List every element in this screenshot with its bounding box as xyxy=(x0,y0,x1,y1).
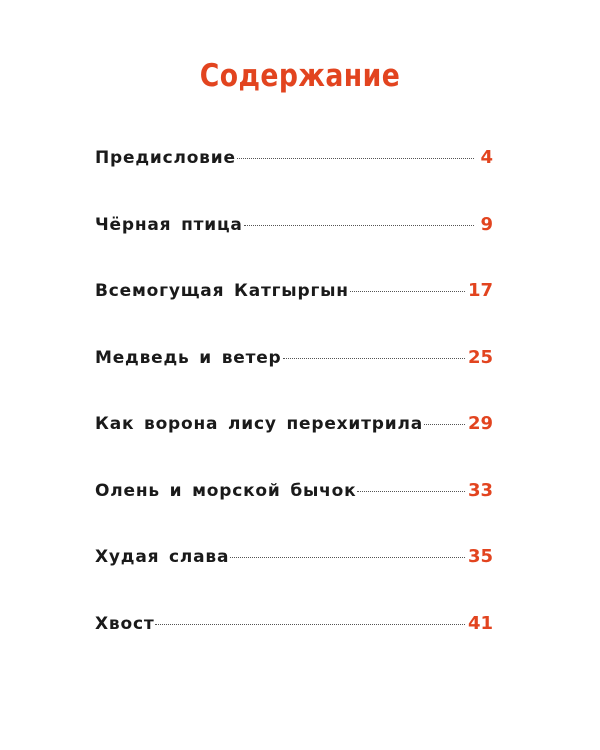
toc-entry-title: Предисловие xyxy=(95,148,236,168)
toc-entry[interactable] xyxy=(95,606,493,673)
toc-page-number: 25 xyxy=(467,346,493,368)
page-title: Содержание xyxy=(199,58,401,94)
toc-page-number: 41 xyxy=(467,612,493,634)
toc-entry-title: Худая слава xyxy=(95,547,230,567)
toc-page-number: 4 xyxy=(480,147,493,168)
dot-leader xyxy=(237,158,474,159)
toc-page-number: 29 xyxy=(467,413,493,434)
dot-leader xyxy=(244,225,474,226)
toc-page-number: 9 xyxy=(480,213,493,235)
toc-entry-title: Хвост xyxy=(95,613,155,634)
toc-entry-title: Всемогущая Катгыргын xyxy=(95,281,349,301)
toc-entry[interactable] xyxy=(95,207,493,274)
toc-entry[interactable] xyxy=(95,140,493,207)
toc-entry[interactable] xyxy=(95,539,493,606)
dot-leader xyxy=(350,291,465,292)
toc-entry[interactable] xyxy=(95,273,493,340)
toc-page-number: 17 xyxy=(467,280,493,301)
toc-entry-title: Медведь и ветер xyxy=(95,347,282,368)
dot-leader xyxy=(357,491,464,492)
toc-page-number: 33 xyxy=(467,479,493,501)
dot-leader xyxy=(283,358,465,359)
dot-leader xyxy=(230,557,465,558)
toc-entry-title: Чёрная птица xyxy=(95,214,243,235)
toc-entry[interactable] xyxy=(95,473,493,540)
toc-entry[interactable] xyxy=(95,340,493,407)
toc-entry-title: Как ворона лису перехитрила xyxy=(95,414,423,434)
toc-entry[interactable] xyxy=(95,406,493,473)
table-of-contents xyxy=(95,140,493,672)
dot-leader xyxy=(155,624,464,625)
toc-page-number: 35 xyxy=(467,546,493,567)
dot-leader xyxy=(424,424,465,425)
toc-entry-title: Олень и морской бычок xyxy=(95,480,357,501)
